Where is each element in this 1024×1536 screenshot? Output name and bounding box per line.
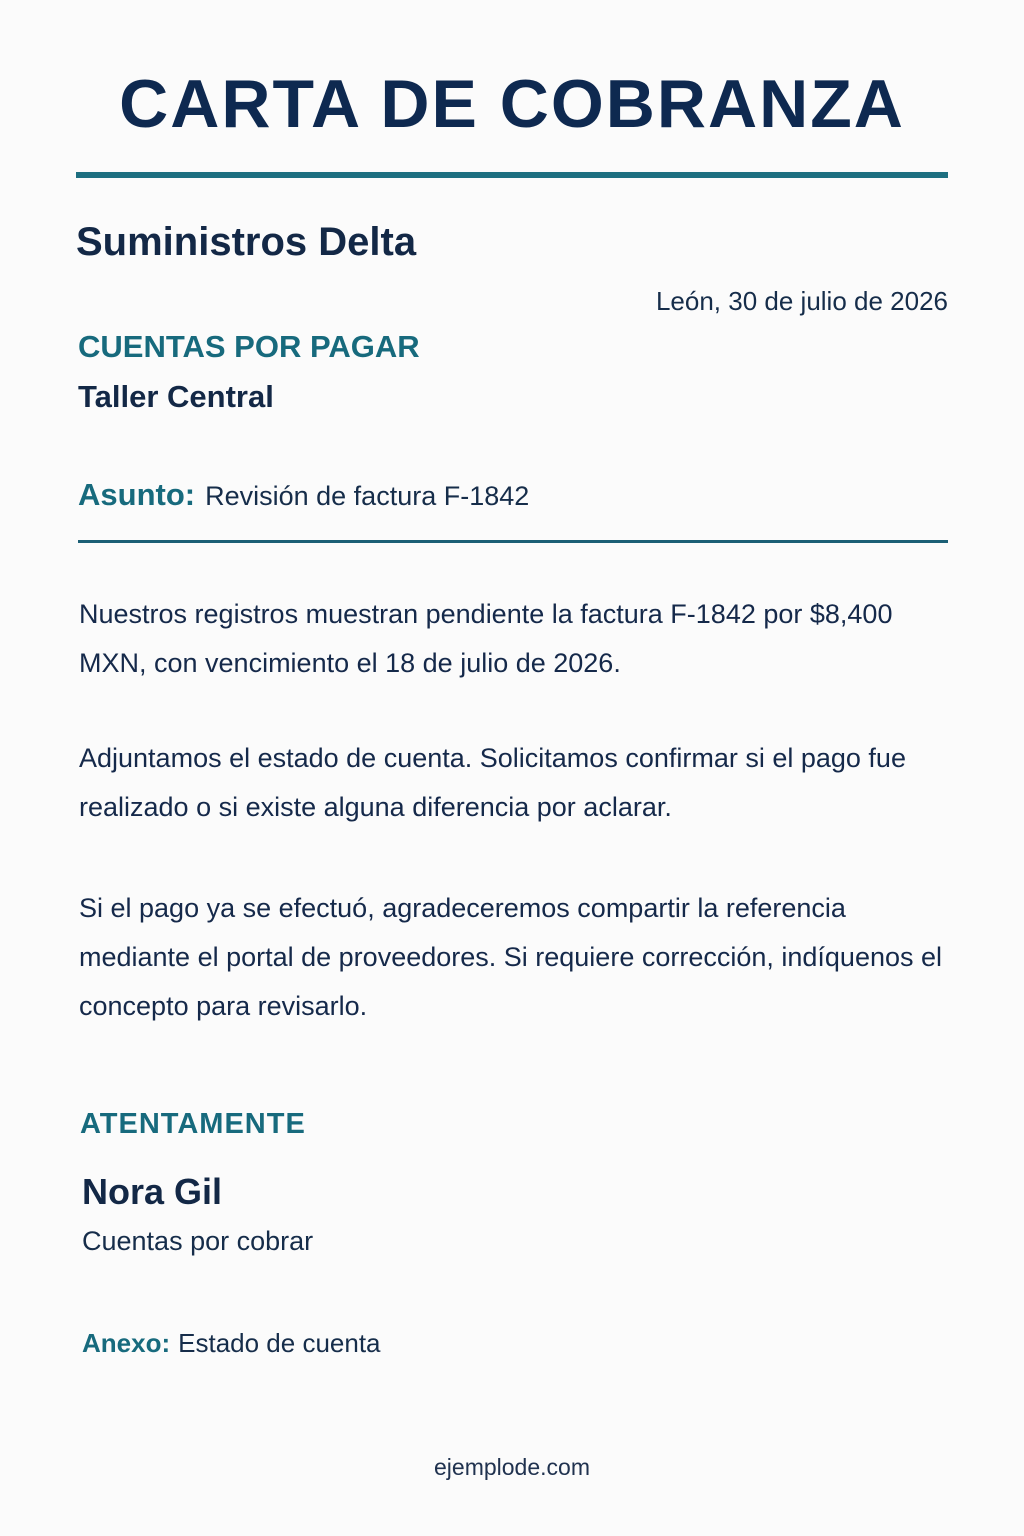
- top-divider: [76, 172, 948, 178]
- body-paragraph-2: Adjuntamos el estado de cuenta. Solicitamos confirmar si el pago fue realizado o si existe alguna diferencia por aclarar.: [79, 743, 906, 822]
- recipient-department: CUENTAS POR PAGAR: [78, 329, 420, 364]
- footer-site: ejemplode.com: [434, 1454, 590, 1480]
- body-paragraph-1: Nuestros registros muestran pendiente la factura F-1842 por $8,400 MXN, con vencimiento el 18 de julio de 2026.: [79, 599, 893, 678]
- annex-text: Estado de cuenta: [178, 1328, 381, 1358]
- recipient-name: Taller Central: [78, 379, 274, 414]
- signer-role: Cuentas por cobrar: [82, 1226, 314, 1256]
- place-date: León, 30 de julio de 2026: [655, 286, 948, 316]
- sender-name: Suministros Delta: [76, 220, 417, 264]
- body-paragraph-3: Si el pago ya se efectuó, agradeceremos compartir la referencia mediante el portal de proveedores. Si requiere corrección, indíquenos el concepto para revisarlo.: [79, 893, 943, 1021]
- subject-label: Asunto:: [78, 477, 196, 512]
- closing-salutation: ATENTAMENTE: [80, 1108, 306, 1140]
- subject-text: Revisión de factura F-1842: [205, 481, 530, 511]
- subject-line: [78, 474, 529, 517]
- annex-label: Anexo:: [82, 1328, 171, 1358]
- annex-line: [82, 1324, 381, 1362]
- signer-name: Nora Gil: [82, 1171, 223, 1212]
- page-title: CARTA DE COBRANZA: [119, 66, 905, 142]
- subject-divider: [78, 540, 948, 543]
